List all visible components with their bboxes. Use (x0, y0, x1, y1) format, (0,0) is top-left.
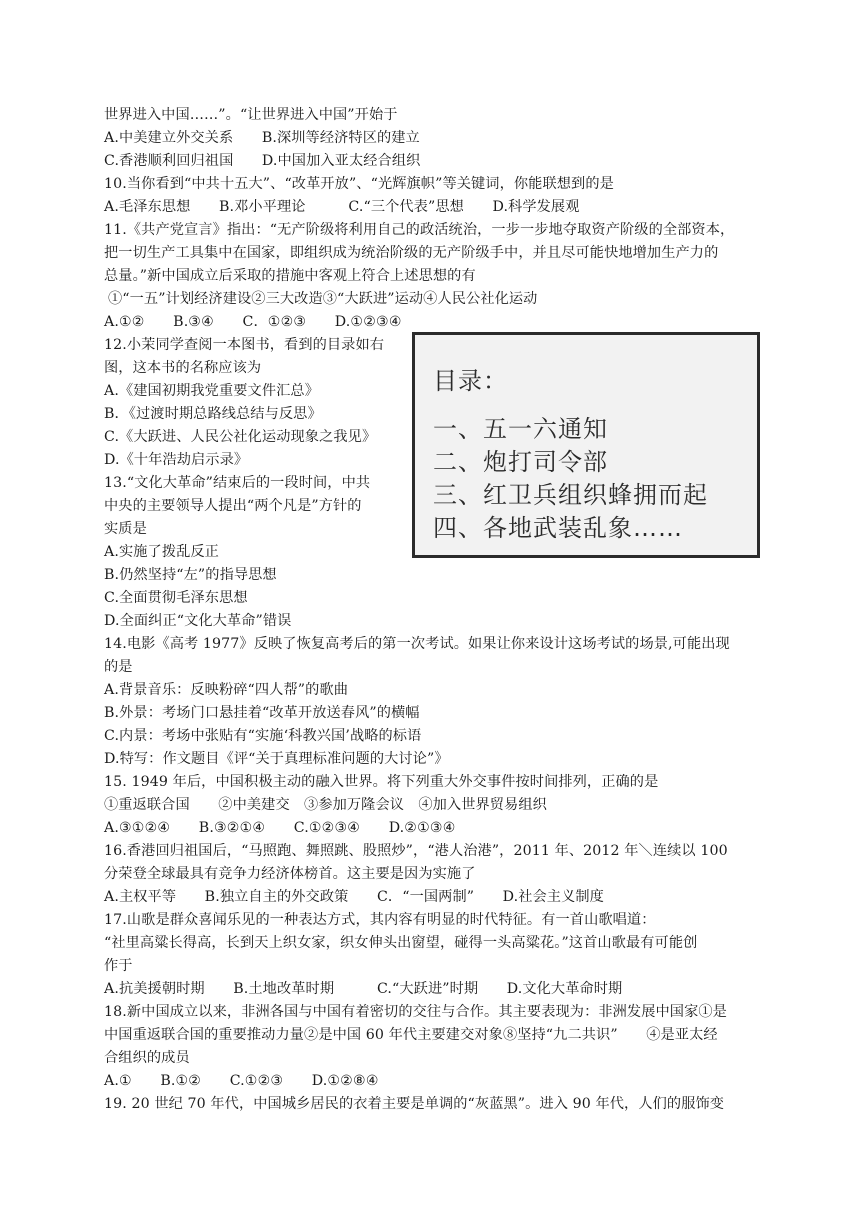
question-15-items: ①重返联合国 ②中美建交 ③参加万隆会议 ④加入世界贸易组织 (104, 797, 547, 813)
question-12-option-a: A.《建国初期我党重要文件汇总》 (104, 383, 319, 399)
question-15-stem: 15. 1949 年后，中国积极主动的融入世界。将下列重大外交事件按时间排列，正确的是 (104, 774, 659, 790)
question-16-stem-2: 分荣登全球最具有竞争力经济体榜首。这主要是因为实施了 (104, 866, 476, 882)
question-17-options: A.抗美援朝时期 B.土地改革时期 C.“大跃进”时期 D.文化大革命时期 (104, 981, 623, 997)
question-13-stem-3: 实质是 (104, 521, 147, 537)
question-14-stem-1: 14.电影《高考 1977》反映了恢复高考后的第一次考试。如果让你来设计这场考试的场景,可能出现 (104, 636, 730, 652)
question-11-items: ①“一五”计划经济建设②三大改造③“大跃进”运动④人民公社化运动 (108, 291, 538, 307)
question-12-option-d: D.《十年浩劫启示录》 (104, 452, 249, 468)
question-15-options: A.③①②④ B.③②①④ C.①②③④ D.②①③④ (104, 820, 456, 836)
question-18-stem-2: 中国重返联合国的重要推动力量②是中国 60 年代主要建交对象⑧坚持“九二共识” ④是亚太经 (104, 1027, 718, 1043)
question-14-option-a: A.背景音乐：反映粉碎“四人帮”的歌曲 (104, 682, 348, 698)
question-14-option-c: C.内景：考场中张贴有“实施‘科教兴国’战略的标语 (104, 728, 422, 744)
question-9-options-ab: A.中美建立外交关系 B.深圳等经济特区的建立 (104, 130, 420, 146)
question-12-stem-1: 12.小茉同学查阅一本图书，看到的目录如右 (104, 337, 385, 353)
question-11-stem-2: 把一切生产工具集中在国家，即组织成为统治阶级的无产阶级手中，并且尽可能快地增加生产力的 (104, 245, 719, 261)
toc-heading: 目录： (433, 367, 508, 395)
question-17-stem-2: “社里高粱长得高，长到天上织女家，织女伸头出窗望，碰得一头高粱花。”这首山歌最有可能创 (104, 935, 698, 951)
question-14-option-d: D.特写：作文题目《评“关于真理标准问题的大讨论”》 (104, 751, 449, 767)
question-14-option-b: B.外景：考场门口悬挂着“改革开放送春风”的横幅 (104, 705, 420, 721)
question-10-options: A.毛泽东思想 B.邓小平理论 C.“三个代表”思想 D.科学发展观 (104, 199, 580, 215)
question-13-stem-2: 中央的主要领导人提出“两个凡是”方针的 (104, 498, 362, 514)
question-16-stem-1: 16.香港回归祖国后，“马照跑、舞照跳、股照炒”，“港人治港”，2011 年、2012 年＼连续以 100 (104, 843, 728, 859)
question-17-stem-1: 17.山歌是群众喜闻乐见的一种表达方式，其内容有明显的时代特征。有一首山歌唱道： (104, 912, 656, 928)
question-18-stem-3: 合组织的成员 (104, 1050, 190, 1066)
question-19-stem-1: 19. 20 世纪 70 年代，中国城乡居民的衣着主要是单调的“灰蓝黑”。进入 90 年代，人们的服饰变 (104, 1096, 725, 1112)
question-9-options-cd: C.香港顺利回归祖国 D.中国加入亚太经合组织 (104, 153, 421, 169)
toc-item-2: 二、炮打司令部 (433, 448, 608, 476)
question-12-option-b: B．《过渡时期总路线总结与反思》 (104, 406, 322, 422)
question-16-options: A.主权平等 B.独立自主的外交政策 C．“一国两制” D.社会主义制度 (104, 889, 604, 905)
question-13-stem-1: 13.“文化大革命”结束后的一段时间，中共 (104, 475, 371, 491)
question-18-stem-1: 18.新中国成立以来，非洲各国与中国有着密切的交往与合作。其主要表现为：非洲发展中国家①是 (104, 1004, 727, 1020)
question-11-stem-1: 11.《共产党宣言》指出：“无产阶级将利用自己的政活统治，一步一步地夺取资产阶级的全部资本， (104, 222, 735, 238)
toc-item-1: 一、五一六通知 (433, 415, 608, 443)
question-13-option-c: C.全面贯彻毛泽东思想 (104, 590, 248, 606)
question-9-stem-end: 世界进入中国……”。“让世界进入中国”开始于 (104, 107, 398, 123)
question-17-stem-3: 作于 (104, 958, 133, 974)
question-11-options: A.①② B.③④ C．①②③ D.①②③④ (104, 314, 402, 330)
toc-item-4: 四、各地武装乱象…… (433, 514, 683, 542)
question-13-option-a: A.实施了拨乱反正 (104, 544, 219, 560)
toc-item-3: 三、红卫兵组织蜂拥而起 (433, 481, 708, 509)
question-10-stem: 10.当你看到“中共十五大”、“改革开放”、“光辉旗帜”等关键词，你能联想到的是 (104, 176, 614, 192)
question-11-stem-3: 总量。”新中国成立后采取的措施中客观上符合上述思想的有 (104, 268, 476, 284)
table-of-contents-figure (412, 332, 760, 558)
question-13-option-d: D.全面纠正“文化大革命”错误 (104, 613, 292, 629)
question-12-stem-2: 图，这本书的名称应该为 (104, 360, 262, 376)
question-14-stem-2: 的是 (104, 659, 133, 675)
question-13-option-b: B.仍然坚持“左”的指导思想 (104, 567, 277, 583)
question-12-option-c: C.《大跃进、人民公社化运动现象之我见》 (104, 429, 377, 445)
question-18-options: A.① B.①② C.①②③ D.①②⑧④ (104, 1073, 379, 1089)
